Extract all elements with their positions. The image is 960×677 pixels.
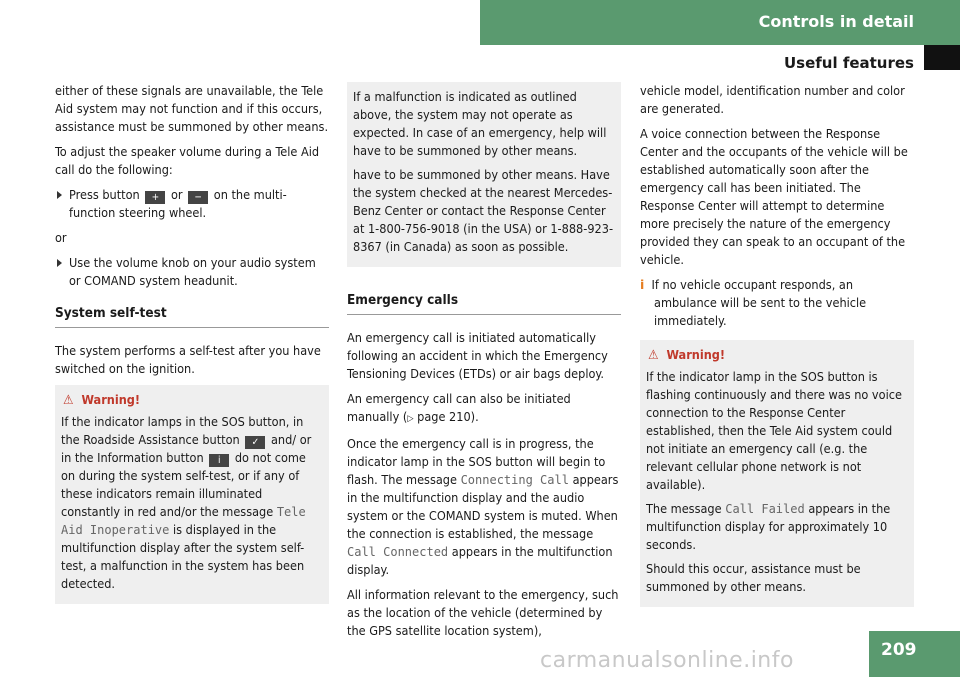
column-2 <box>347 82 621 647</box>
instruction-step: Press button + or − on the multi-function steering wheel. <box>55 186 329 222</box>
information-button-icon: i <box>209 454 229 467</box>
paragraph: All information relevant to the emergency, such as the location of the vehicle (determined by the GPS satellite location system), <box>347 587 619 638</box>
page-number-tab <box>869 631 960 677</box>
paragraph: An emergency call can also be initiated manually (▷ page 210). <box>347 391 571 424</box>
column-1 <box>55 82 329 604</box>
paragraph: vehicle model, identification number and color are generated. <box>640 83 905 116</box>
warning-text: If the indicator lamp in the SOS button is flashing continuously and there was no voice connection to the Response Center established, then the Tele Aid system could not initiate an emergency call (e.g. the relevant cellular phone network is not available). <box>646 369 902 492</box>
chapter-header-bar <box>480 0 960 45</box>
warning-continuation-box <box>347 82 621 267</box>
roadside-assistance-icon: ✓ <box>245 436 265 449</box>
warning-title: ⚠ Warning! <box>648 347 726 363</box>
paragraph: The system performs a self-test after you have switched on the ignition. <box>55 343 321 376</box>
watermark: carmanualsonline.info <box>540 648 794 673</box>
paragraph: either of these signals are unavailable, the Tele Aid system may not function and if this occurs, assistance must be summoned by other means. <box>55 83 329 134</box>
paragraph: An emergency call is initiated automatically following an accident in which the Emergency Tensioning Devices (ETDs) or air bags deploy. <box>347 330 608 381</box>
header-accent-block <box>924 45 960 70</box>
warning-box <box>55 385 329 604</box>
minus-button-icon: − <box>188 191 208 204</box>
section-title: Useful features <box>783 54 914 72</box>
conjunction: or <box>55 230 67 245</box>
warning-triangle-icon: ⚠ <box>63 393 74 408</box>
info-note: i If no vehicle occupant responds, an ambulance will be sent to the vehicle immediately. <box>640 277 867 328</box>
warning-text: If a malfunction is indicated as outlined above, the system may not operate as expected. In case of an emergency, help will have to be summoned by other means. <box>353 89 607 158</box>
paragraph: Once the emergency call is in progress, the indicator lamp in the SOS button will begin to flash. The message Connecting Call appears in the multifunction display and the audio system or the COMAND system is muted. When the connection is established, the message Call Connected appears in the multifunction display. <box>347 436 619 577</box>
warning-box <box>640 340 914 607</box>
warning-triangle-icon: ⚠ <box>648 348 659 363</box>
paragraph: To adjust the speaker volume during a Tele Aid call do the following: <box>55 144 320 177</box>
info-icon: i <box>640 277 645 292</box>
warning-text: The message Call Failed appears in the multifunction display for approximately 10 seconds. <box>646 501 891 552</box>
plus-button-icon: + <box>145 191 165 204</box>
warning-title: ⚠ Warning! <box>63 392 141 408</box>
warning-text: If the indicator lamps in the SOS button, in the Roadside Assistance button ✓ and/ or in the Information button i do not come on during the system self-test, or if any of these indicators remain illuminated constantly in red and/or the message Tele Aid Inoperative is displayed in the multifunction display after the system self-test, a malfunction in the system has been detected. <box>61 414 312 591</box>
page-number: 209 <box>881 640 917 660</box>
column-3 <box>640 82 914 607</box>
paragraph: A voice connection between the Response Center and the occupants of the vehicle will be established automatically soon after the emergency call has been initiated. The Response Center will attempt to determine more precisely the nature of the emergency provided they can speak to an occupant of the vehicle. <box>640 126 908 267</box>
warning-text: Should this occur, assistance must be summoned by other means. <box>646 561 861 594</box>
chapter-title: Controls in detail <box>758 12 914 31</box>
page-reference-icon: ▷ <box>407 414 414 424</box>
section-heading-self-test: System self-test <box>55 304 329 328</box>
section-heading-emergency-calls: Emergency calls <box>347 291 621 315</box>
instruction-step: Use the volume knob on your audio system or COMAND system headunit. <box>55 254 329 290</box>
page-reference-link[interactable]: page 210). <box>417 409 479 424</box>
warning-text: have to be summoned by other means. Have the system checked at the nearest Mercedes-Benz Center or contact the Response Center at 1-800-756-9018 (in the USA) or 1-888-923-8367 (in Canada) as soon as possible. <box>353 167 614 254</box>
